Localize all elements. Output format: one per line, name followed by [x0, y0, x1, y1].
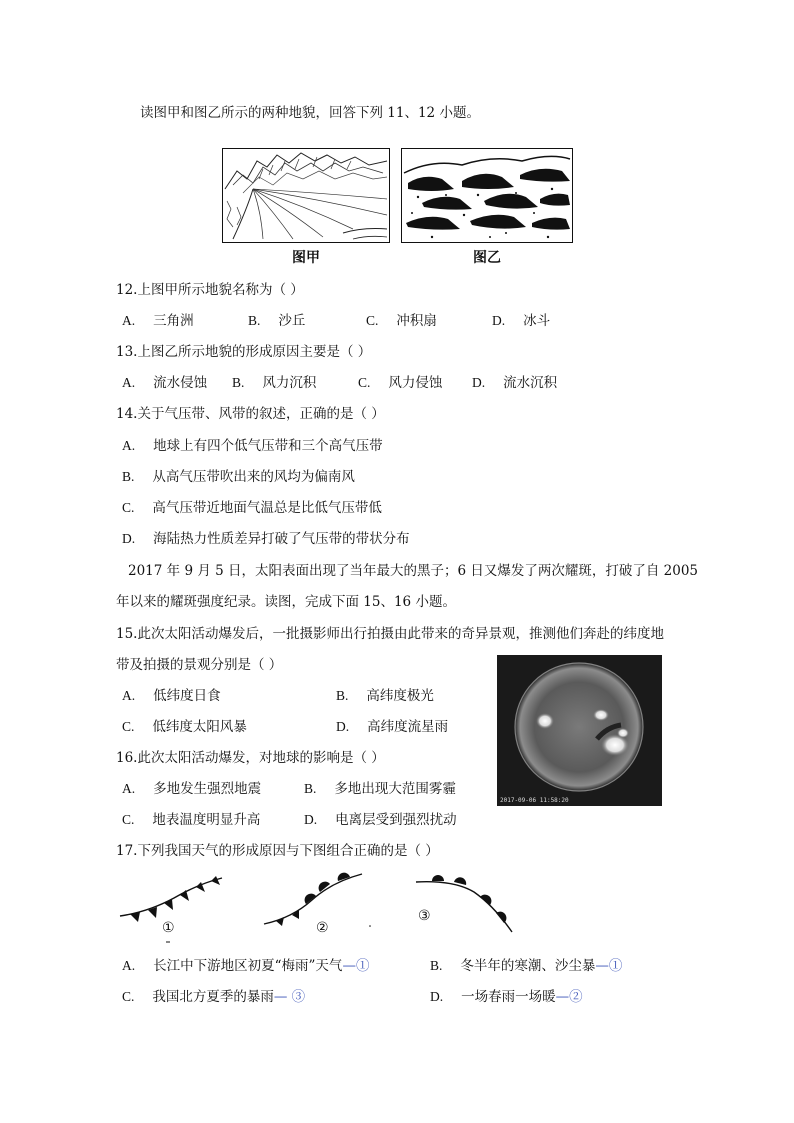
- q15-stem-line-1: 15.此次太阳活动爆发后，一批摄影师出行拍摄由此带来的奇异景观，推测他们奔赴的纬度地: [116, 626, 664, 642]
- sun-flare-photo: [497, 655, 662, 806]
- q16-option-d[interactable]: D. 电离层受到强烈扰动: [304, 812, 457, 828]
- q17-option-b[interactable]: B. 冬半年的寒潮、沙尘暴—①: [430, 958, 623, 974]
- q13-stem: 13.上图乙所示地貌的形成原因主要是（ ）: [116, 344, 372, 360]
- q16-stem: 16.此次太阳活动爆发，对地球的影响是（ ）: [116, 750, 385, 766]
- cold-front-symbol: [118, 872, 228, 944]
- q16-option-b[interactable]: B. 多地出现大范围雾霾: [304, 781, 456, 797]
- q15-stem-line-2: 带及拍摄的景观分别是（ ）: [116, 657, 283, 673]
- svg-text:②: ②: [316, 920, 329, 936]
- q15-option-a[interactable]: A. 低纬度日食: [122, 688, 221, 704]
- q17-stem: 17.下列我国天气的形成原因与下图组合正确的是（ ）: [116, 843, 439, 859]
- q13-option-d[interactable]: D. 流水沉积: [472, 375, 558, 391]
- q15-option-c[interactable]: C. 低纬度太阳风暴: [122, 719, 247, 735]
- q13-option-b[interactable]: B. 风力沉积: [232, 375, 317, 391]
- q14-option-c[interactable]: C. 高气压带近地面气温总是比低气压带低: [122, 500, 382, 516]
- q12-option-c[interactable]: C. 冲积扇: [366, 313, 437, 329]
- q15-option-b[interactable]: B. 高纬度极光: [336, 688, 434, 704]
- figure-jia-label: 图甲: [292, 250, 320, 266]
- q12-option-b[interactable]: B. 沙丘: [248, 313, 306, 329]
- q14-option-d[interactable]: D. 海陆热力性质差异打破了气压带的带状分布: [122, 531, 410, 547]
- q12-option-a[interactable]: A. 三角洲: [122, 313, 194, 329]
- q16-option-c[interactable]: C. 地表温度明显升高: [122, 812, 261, 828]
- passage-line-1: 2017 年 9 月 5 日，太阳表面出现了当年最大的黑子；6 日又爆发了两次耀斑，打破了自 2005: [128, 563, 699, 579]
- q17-option-d[interactable]: D. 一场春雨一场暖—②: [430, 989, 583, 1005]
- passage-line-2: 年以来的耀斑强度纪录。读图，完成下面 15、16 小题。: [116, 594, 456, 610]
- q15-option-d[interactable]: D. 高纬度流星雨: [336, 719, 449, 735]
- occluded-front-symbol: [414, 872, 524, 938]
- q13-option-c[interactable]: C. 风力侵蚀: [358, 375, 443, 391]
- figure-jia-alluvial-fan: [222, 148, 390, 243]
- q13-option-a[interactable]: A. 流水侵蚀: [122, 375, 208, 391]
- warm-front-symbol: [262, 870, 372, 936]
- q14-stem: 14.关于气压带、风带的叙述，正确的是（ ）: [116, 406, 385, 422]
- q12-stem: 12.上图甲所示地貌名称为（ ）: [116, 282, 304, 298]
- figure-yi-wind-landform: [401, 148, 573, 243]
- figure-yi-label: 图乙: [473, 250, 501, 266]
- intro-text: 读图甲和图乙所示的两种地貌，回答下列 11、12 小题。: [140, 105, 480, 121]
- q14-option-b[interactable]: B. 从高气压带吹出来的风均为偏南风: [122, 469, 355, 485]
- svg-text:③: ③: [418, 908, 431, 924]
- q17-option-c[interactable]: C. 我国北方夏季的暴雨— ③: [122, 989, 306, 1005]
- sun-timestamp: 2017-09-06 11:58:20: [500, 797, 569, 804]
- q17-option-a[interactable]: A. 长江中下游地区初夏“梅雨”天气—①: [122, 958, 370, 974]
- q12-option-d[interactable]: D. 冰斗: [492, 313, 551, 329]
- q16-option-a[interactable]: A. 多地发生强烈地震: [122, 781, 262, 797]
- q14-option-a[interactable]: A. 地球上有四个低气压带和三个高气压带: [122, 438, 383, 454]
- svg-text:①: ①: [162, 920, 175, 936]
